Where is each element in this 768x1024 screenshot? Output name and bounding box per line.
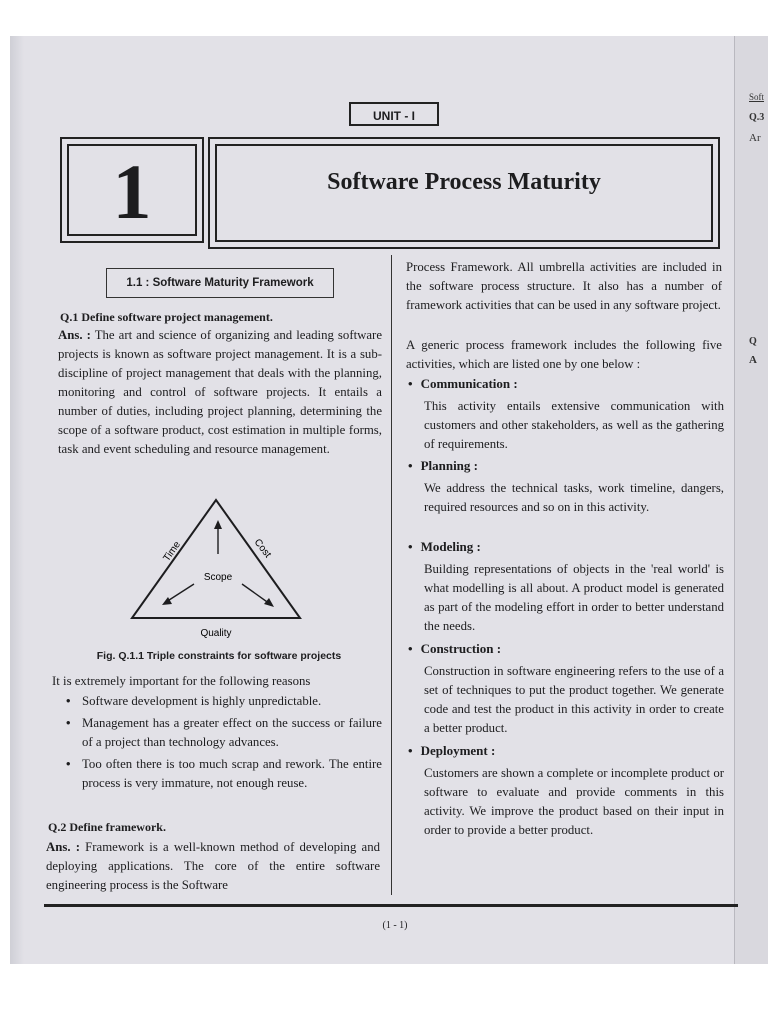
figure-caption: Fig. Q.1.1 Triple constraints for software projects bbox=[96, 650, 342, 662]
activity-text: Construction in software engineering refers to the use of a set of techniques to put the product together. We generate code and test the product in this activity in order to create a better product. bbox=[424, 664, 724, 735]
list-item bbox=[62, 692, 382, 711]
scope-arrow-up-head bbox=[214, 520, 222, 529]
list-item bbox=[62, 714, 382, 752]
constraints-triangle bbox=[132, 500, 300, 618]
page-number: (1 - 1) bbox=[382, 920, 408, 931]
activity-text: This activity entails extensive communication with customers and other stakeholders, as well as the gathering of requirements. bbox=[424, 399, 724, 451]
question-1-answer bbox=[58, 326, 382, 459]
chapter-title-box bbox=[208, 137, 720, 249]
facing-page-text: Q bbox=[749, 336, 757, 347]
reasons-intro: It is extremely important for the following reasons bbox=[52, 674, 311, 688]
activity-name: Modeling : bbox=[420, 539, 481, 554]
activity-heading-construction bbox=[408, 641, 501, 657]
page-edge-shadow bbox=[10, 36, 24, 964]
facing-page-text: Ar bbox=[749, 132, 761, 144]
time-label: Time bbox=[161, 539, 183, 564]
reason-text: Too often there is too much scrap and rework. The entire process is very immature, not enough reuse. bbox=[82, 757, 382, 790]
question-2-answer bbox=[46, 838, 380, 895]
activity-name: Deployment : bbox=[420, 743, 496, 758]
facing-page-text: Soft bbox=[749, 92, 765, 102]
unit-label: UNIT - I bbox=[349, 102, 439, 126]
activity-name: Construction : bbox=[420, 641, 502, 656]
facing-page-text: Q.3 bbox=[749, 112, 765, 123]
framework-continuation: Process Framework. All umbrella activities are included in the software process structure. It also has a number of framework activities that can be used in any software project. bbox=[406, 260, 722, 312]
activity-text: Building representations of objects in the 'real world' is what modelling is all about. A product model is generated as part of the modeling effort in order to better understand the needs. bbox=[424, 562, 724, 633]
bullet-icon: • bbox=[408, 539, 413, 554]
reasons-list bbox=[62, 692, 382, 796]
framework-intro: A generic process framework includes the following five activities, which are listed one by one below : bbox=[406, 338, 722, 371]
triple-constraints-diagram bbox=[128, 496, 308, 646]
facing-page bbox=[734, 36, 768, 964]
bullet-icon: • bbox=[408, 641, 413, 656]
activity-text: Customers are shown a complete or incomplete product or software to evaluate and provide comments in this activity. We improve the product based on their input in order to provide a better product. bbox=[424, 766, 724, 837]
scope-arrow-right bbox=[242, 584, 270, 604]
quality-label: Quality bbox=[200, 628, 232, 639]
question-2-heading: Q.2 Define framework. bbox=[48, 820, 166, 834]
activity-name: Planning : bbox=[420, 458, 478, 473]
section-heading: 1.1 : Software Maturity Framework bbox=[106, 268, 334, 298]
activity-heading-planning bbox=[408, 458, 478, 474]
chapter-number: 1 bbox=[112, 148, 152, 235]
facing-page-text: A bbox=[749, 354, 757, 366]
answer-text: Framework is a well-known method of developing and deploying applications. The core of the entire software engineering process is the Software bbox=[46, 840, 380, 892]
chapter-title: Software Process Maturity bbox=[327, 169, 601, 195]
page-bottom-rule bbox=[44, 904, 738, 907]
question-1-heading: Q.1 Define software project management. bbox=[60, 310, 273, 324]
scope-arrow-right-head bbox=[264, 598, 274, 607]
activity-heading-deployment bbox=[408, 743, 495, 759]
cost-label: Cost bbox=[251, 537, 273, 561]
activity-heading-modeling bbox=[408, 539, 481, 555]
bullet-icon: • bbox=[408, 376, 413, 391]
answer-label: Ans. : bbox=[58, 328, 91, 342]
bullet-icon: • bbox=[408, 743, 413, 758]
reason-text: Management has a greater effect on the success or failure of a project than technology advances. bbox=[82, 716, 382, 749]
bullet-icon: • bbox=[66, 716, 71, 730]
scope-arrow-left-head bbox=[162, 597, 172, 605]
scope-label: Scope bbox=[203, 572, 233, 583]
column-divider bbox=[391, 255, 392, 895]
activity-heading-communication bbox=[408, 376, 518, 392]
list-item bbox=[62, 755, 382, 793]
scope-arrow-left bbox=[166, 584, 194, 602]
reason-text: Software development is highly unpredictable. bbox=[82, 694, 322, 708]
bullet-icon: • bbox=[66, 694, 71, 708]
chapter-number-box bbox=[60, 137, 204, 243]
activity-text: We address the technical tasks, work timeline, dangers, required resources and so on in this activity. bbox=[424, 481, 724, 514]
answer-text: The art and science of organizing and leading software projects is known as software project management. It is a sub-discipline of project management that deals with the planning, monitoring and control of software projects. It entails a number of duties, including project planning, determining the scope of a software product, cost estimation in multiple forms, task and event scheduling and resource management. bbox=[58, 328, 382, 456]
answer-label: Ans. : bbox=[46, 840, 80, 854]
activity-name: Communication : bbox=[420, 376, 518, 391]
bullet-icon: • bbox=[66, 757, 71, 771]
bullet-icon: • bbox=[408, 458, 413, 473]
